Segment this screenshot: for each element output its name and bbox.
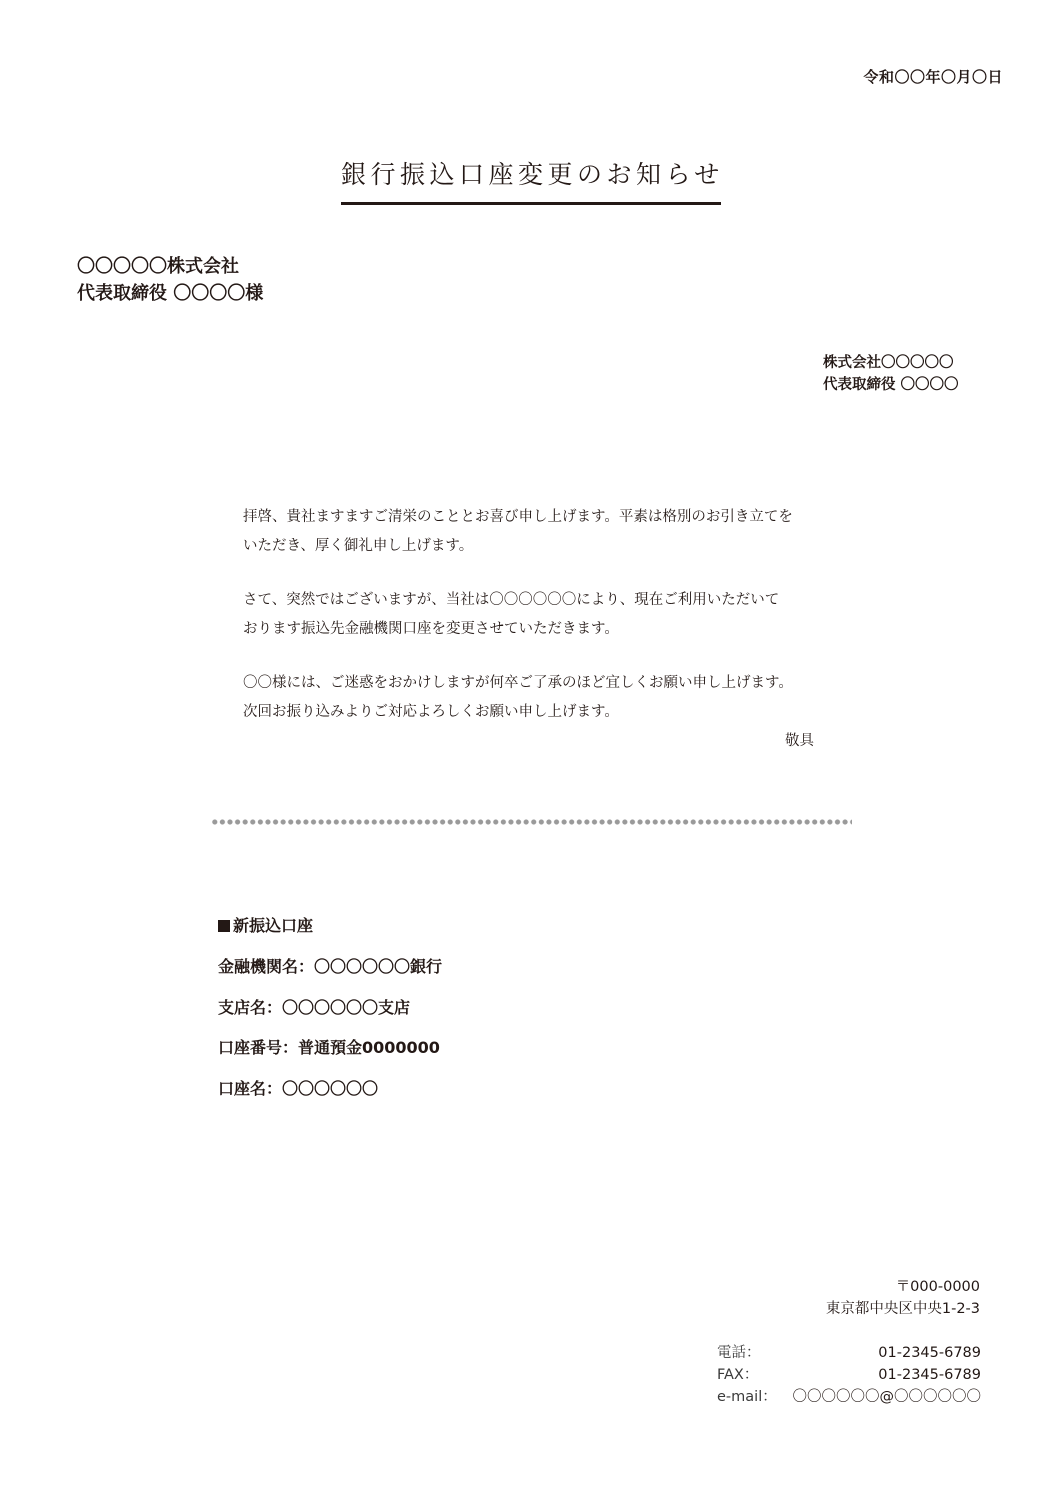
recipient-person: 代表取締役 〇〇〇〇様: [77, 283, 264, 304]
account-branch: 支店名：〇〇〇〇〇〇支店: [218, 997, 411, 1017]
document-title-block: [341, 158, 724, 205]
document-title: 銀行振込口座変更のお知らせ: [341, 160, 724, 189]
contact-row-fax: [717, 1364, 981, 1386]
body-line: おります振込先金融機関口座を変更させていただきます。: [243, 620, 619, 637]
email-value: 〇〇〇〇〇〇@〇〇〇〇〇〇: [792, 1389, 981, 1405]
contact-row-phone: [717, 1342, 981, 1364]
title-underline: [341, 202, 721, 205]
closing-keigu: 敬具: [785, 733, 814, 749]
phone-value: 01-2345-6789: [878, 1345, 981, 1361]
contact-block: [717, 1342, 981, 1408]
body-line: 拝啓、貴社ますますご清栄のこととお喜び申し上げます。平素は格別のお引き立てを: [243, 509, 793, 525]
contact-row-email: [717, 1386, 981, 1408]
body-paragraph-request: [243, 669, 823, 726]
account-heading: 新振込口座: [233, 916, 314, 935]
recipient-block: [77, 253, 263, 307]
body-line: さて、突然ではございますが、当社は〇〇〇〇〇〇により、現在ご利用いただいて: [243, 592, 780, 608]
body-paragraph-notice: [243, 586, 823, 643]
document-date: 令和〇〇年〇月〇日: [863, 68, 1003, 86]
fax-value: 01-2345-6789: [878, 1367, 981, 1383]
recipient-company: 〇〇〇〇〇株式会社: [77, 256, 239, 277]
new-account-block: [218, 913, 442, 1117]
account-heading-row: [218, 913, 442, 954]
fax-label: FAX：: [717, 1367, 759, 1383]
sender-company: 株式会社〇〇〇〇〇: [823, 355, 954, 371]
sender-person: 代表取締役 〇〇〇〇: [823, 377, 959, 393]
account-number: 口座番号：普通預金0000000: [218, 1038, 440, 1058]
sender-address: [826, 1276, 980, 1320]
account-name: 口座名：〇〇〇〇〇〇: [218, 1079, 379, 1099]
body-line: 〇〇様には、ご迷惑をおかけしますが何卒ご了承のほど宜しくお願い申し上げます。: [243, 675, 793, 691]
body-line: 次回お振り込みよりご対応よろしくお願い申し上げます。: [243, 703, 619, 720]
street-address: 東京都中央区中央1-2-3: [825, 1301, 980, 1317]
account-bank: 金融機関名：〇〇〇〇〇〇銀行: [218, 956, 443, 976]
letter-body: [243, 503, 823, 726]
dotted-divider: [211, 818, 852, 826]
black-square-icon: [218, 920, 230, 932]
body-line: いただき、厚く御礼申し上げます。: [243, 537, 474, 554]
email-label: e-mail：: [717, 1389, 777, 1405]
sender-block: [823, 352, 959, 396]
body-paragraph-greeting: [243, 503, 823, 560]
phone-label: 電話：: [717, 1345, 761, 1361]
postal-code: 〒000-0000: [895, 1279, 980, 1295]
